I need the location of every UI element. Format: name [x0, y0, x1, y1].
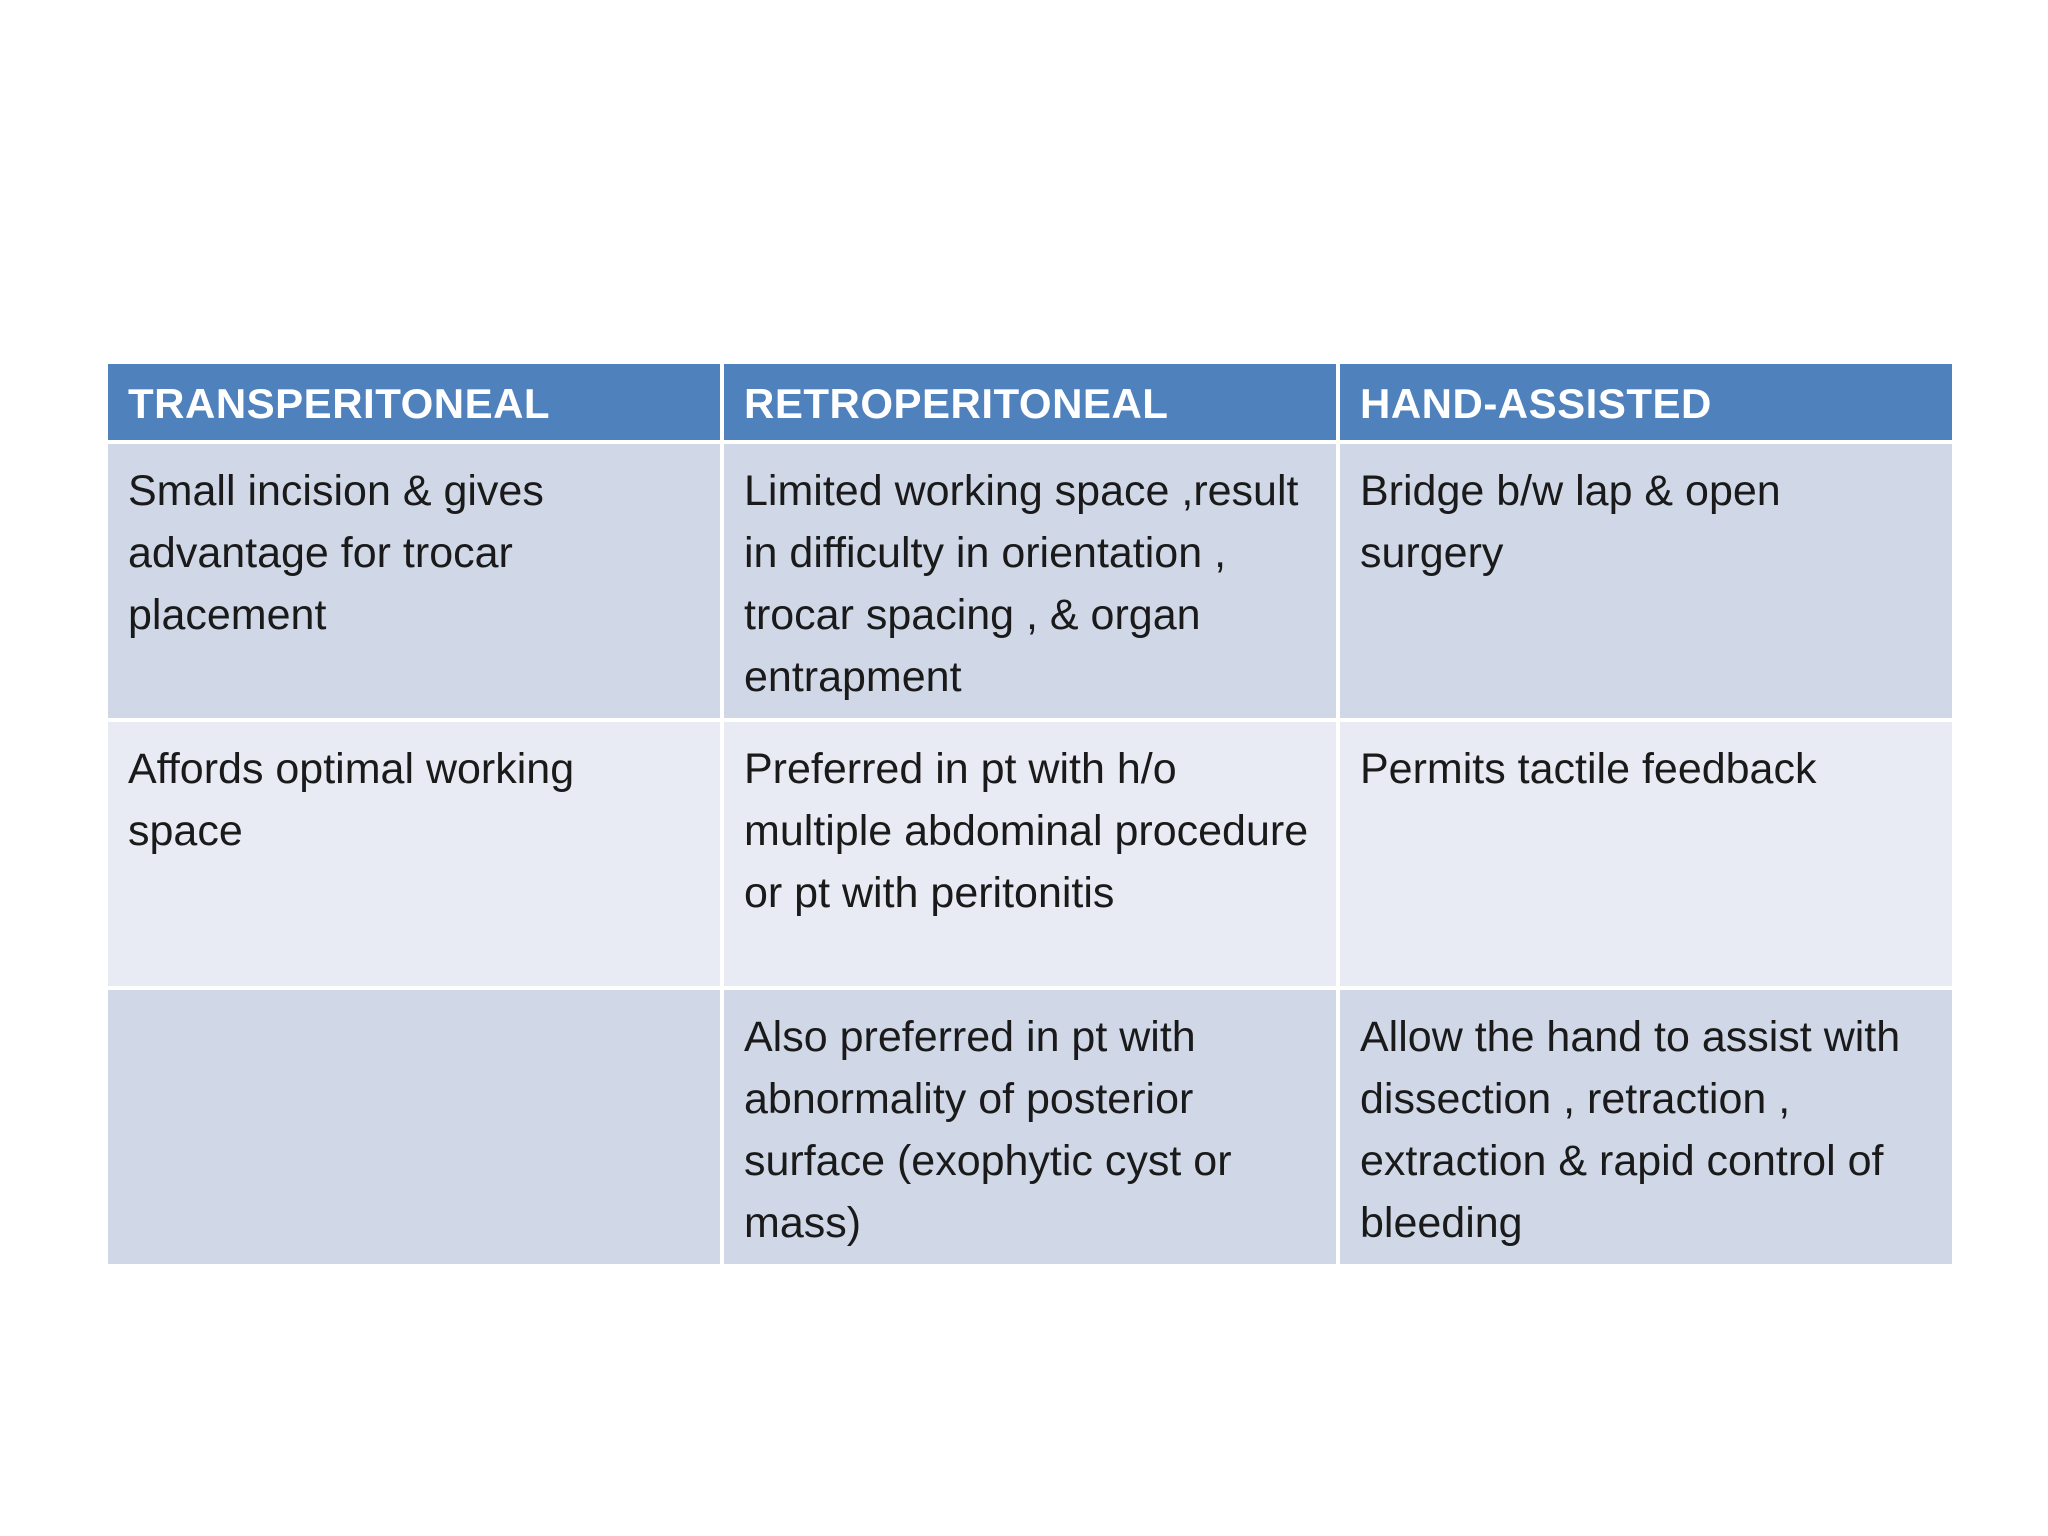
cell-transperitoneal: [106, 988, 722, 1266]
table-row: [106, 442, 1954, 720]
table-row: [106, 988, 1954, 1266]
cell-retroperitoneal: Limited working space ,result in difficulty in orientation , trocar spacing , & organ entrapment: [722, 442, 1338, 720]
cell-retroperitoneal: Preferred in pt with h/o multiple abdominal procedure or pt with peritonitis: [722, 720, 1338, 988]
cell-hand-assisted: Permits tactile feedback: [1338, 720, 1954, 988]
cell-hand-assisted: Allow the hand to assist with dissection , retraction , extraction & rapid control of bleeding: [1338, 988, 1954, 1266]
cell-retroperitoneal: Also preferred in pt with abnormality of posterior surface (exophytic cyst or mass): [722, 988, 1338, 1266]
table-header-row: [106, 362, 1954, 442]
comparison-table: [104, 360, 1956, 1268]
cell-transperitoneal: Small incision & gives advantage for trocar placement: [106, 442, 722, 720]
cell-transperitoneal: Affords optimal working space: [106, 720, 722, 988]
table-row: [106, 720, 1954, 988]
comparison-table-container: [104, 360, 1952, 1268]
cell-hand-assisted: Bridge b/w lap & open surgery: [1338, 442, 1954, 720]
header-hand-assisted: HAND-ASSISTED: [1338, 362, 1954, 442]
header-retroperitoneal: RETROPERITONEAL: [722, 362, 1338, 442]
header-transperitoneal: TRANSPERITONEAL: [106, 362, 722, 442]
